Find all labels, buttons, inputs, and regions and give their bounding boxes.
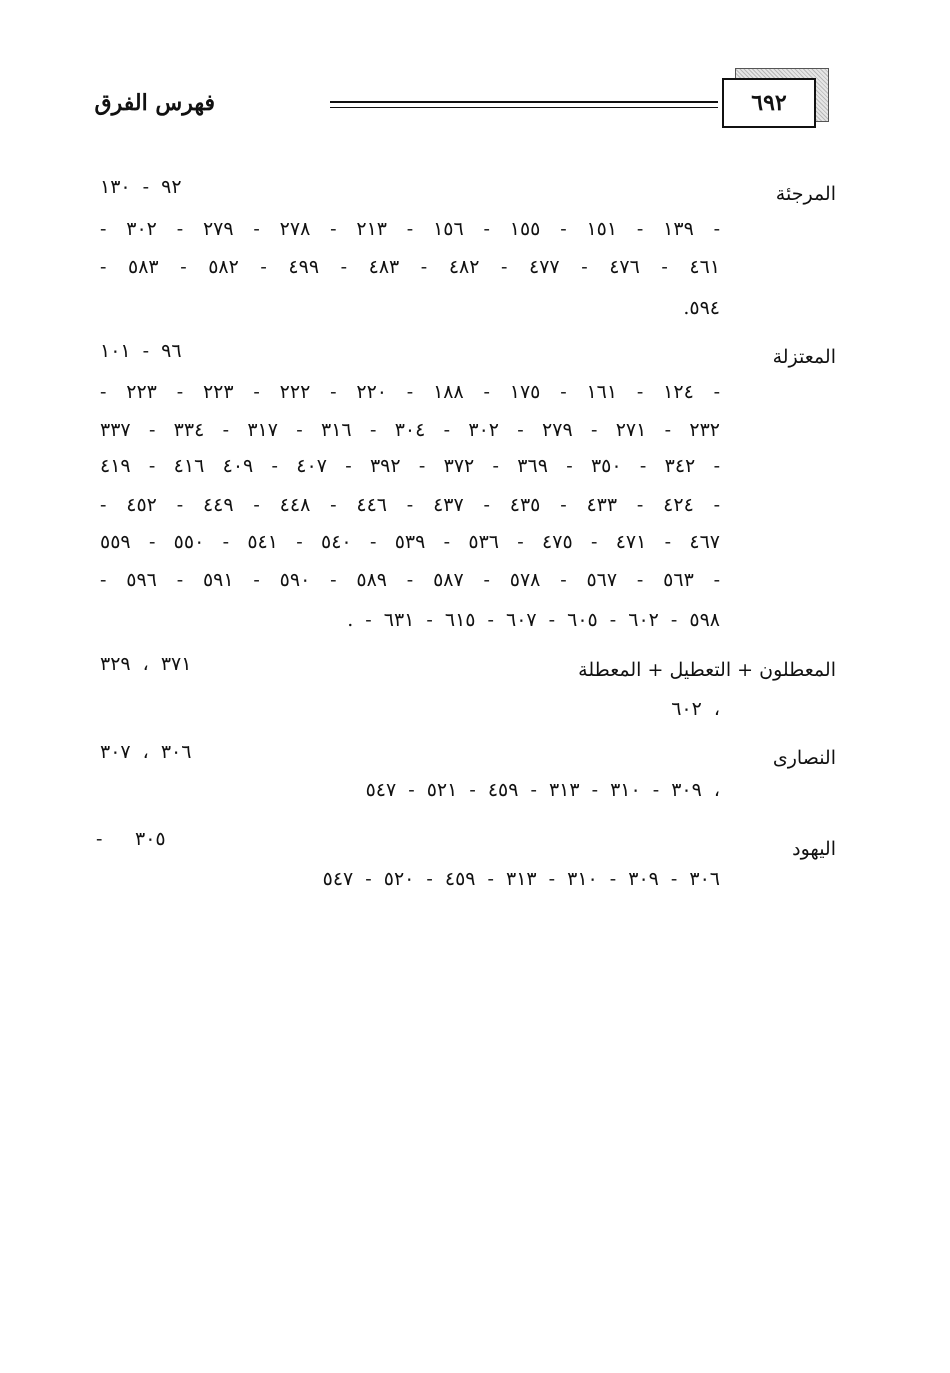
index-pages-dash: - bbox=[96, 828, 104, 850]
index-term: المعطلون + التعطيل + المعطلة bbox=[578, 659, 836, 681]
header-rule-thin bbox=[330, 107, 718, 108]
header-rule bbox=[330, 101, 718, 103]
index-pages-first: ٣٧١ ، ٣٢٩ bbox=[100, 653, 192, 675]
index-pages-line: - ٥٦٣ - ٥٦٧ - ٥٧٨ - ٥٨٧ - ٥٨٩ - ٥٩٠ - ٥٩١ - ٥٩٦ - bbox=[100, 569, 721, 591]
index-title: فهرس الفرق bbox=[94, 90, 215, 116]
index-pages-line: - ١٣٩ - ١٥١ - ١٥٥ - ١٥٦ - ٢١٣ - ٢٧٨ - ٢٧٩ - ٣٠٢ - bbox=[100, 218, 721, 240]
index-term: اليهود bbox=[792, 838, 836, 860]
index-term: النصارى bbox=[772, 747, 836, 769]
index-pages-line: ٥٩٨ - ٦٠٢ - ٦٠٥ - ٦٠٧ - ٦١٥ - ٦٣١ - . bbox=[347, 609, 720, 631]
index-pages-line: ٤٦١ - ٤٧٦ - ٤٧٧ - ٤٨٢ - ٤٨٣ - ٤٩٩ - ٥٨٢ - ٥٨٣ - bbox=[100, 256, 721, 278]
index-pages-line: ٣٠٦ - ٣٠٩ - ٣١٠ - ٣١٣ - ٤٥٩ - ٥٢٠ - ٥٤٧ bbox=[322, 868, 720, 890]
index-term: المرجئة bbox=[775, 183, 836, 205]
index-pages-first: ٣٠٥ bbox=[135, 828, 166, 850]
page-number: ٦٩٢ bbox=[722, 78, 816, 128]
index-pages-line: ٤٦٧ - ٤٧١ - ٤٧٥ - ٥٣٦ - ٥٣٩ - ٥٤٠ - ٥٤١ - ٥٥٠ - ٥٥٩ bbox=[100, 531, 720, 553]
index-pages-line: - ١٢٤ - ١٦١ - ١٧٥ - ١٨٨ - ٢٢٠ - ٢٢٢ - ٢٢٣ - ٢٢٣ - bbox=[100, 381, 721, 403]
index-pages-line: ، ٣٠٩ - ٣١٠ - ٣١٣ - ٤٥٩ - ٥٢١ - ٥٤٧ bbox=[365, 779, 720, 801]
index-term: المعتزلة bbox=[772, 346, 836, 368]
index-pages-line: - ٤٢٤ - ٤٣٣ - ٤٣٥ - ٤٣٧ - ٤٤٦ - ٤٤٨ - ٤٤٩ - ٤٥٢ - bbox=[100, 494, 721, 516]
index-pages-first: ٩٢ - ١٣٠ bbox=[100, 176, 182, 198]
index-pages-first: ٣٠٦ ، ٣٠٧ bbox=[100, 741, 192, 763]
index-pages-first: ٩٦ - ١٠١ bbox=[100, 340, 182, 362]
index-pages-line: ، ٦٠٢ bbox=[671, 698, 720, 720]
index-pages-line: - ٣٤٢ - ٣٥٠ - ٣٦٩ - ٣٧٢ - ٣٩٢ - ٤٠٧ - ٤٠٩ ٤١٦ - ٤١٩ bbox=[100, 455, 720, 477]
index-pages-line: ٥٩٤. bbox=[683, 297, 720, 319]
scan-mark bbox=[856, 1187, 860, 1201]
index-pages-line: ٢٣٢ - ٢٧١ - ٢٧٩ - ٣٠٢ - ٣٠٤ - ٣١٦ - ٣١٧ - ٣٣٤ - ٣٣٧ bbox=[100, 419, 720, 441]
